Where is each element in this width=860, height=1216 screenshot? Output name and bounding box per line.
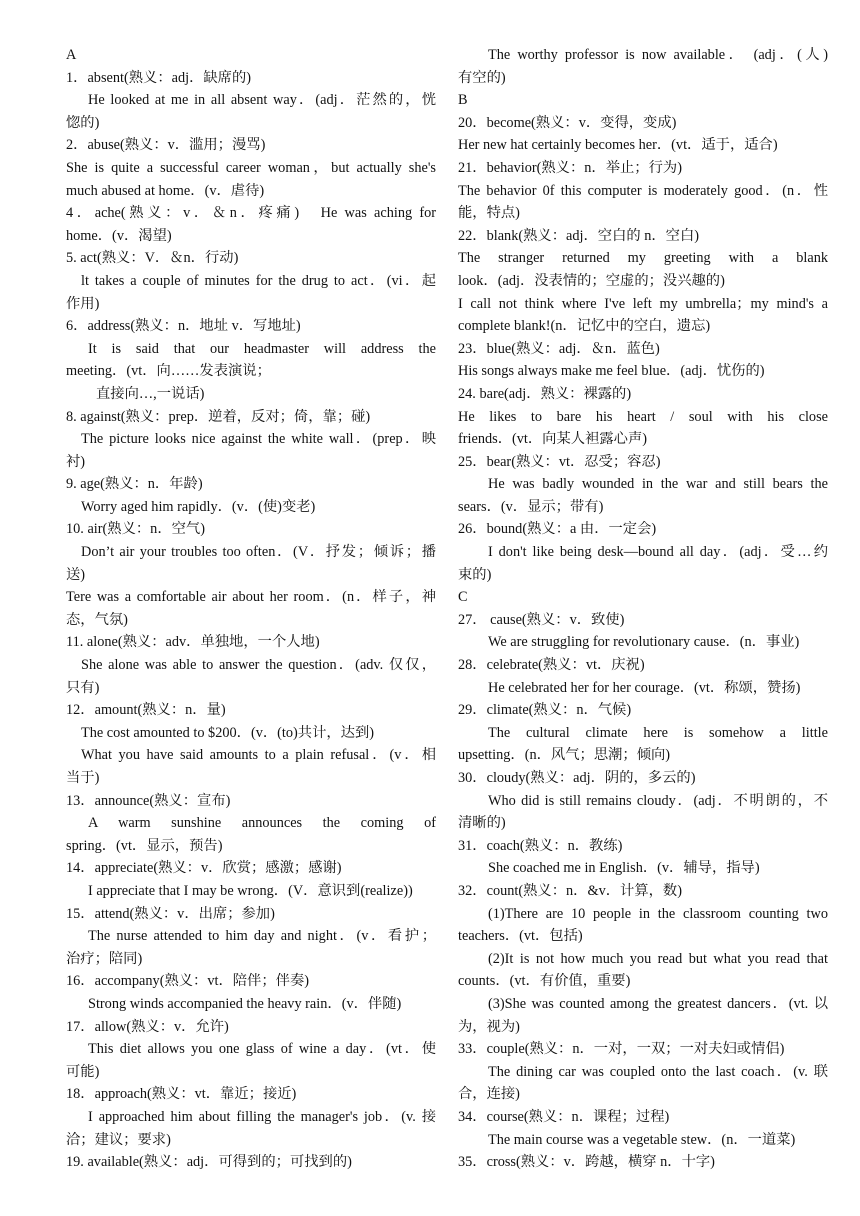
text-line: I approached him about filling the manager's job．(v. 接: [88, 1108, 436, 1125]
text-line: 洽；建议；要求): [66, 1131, 171, 1148]
text-line: 4．ache(熟义：v．＆n．疼痛) He was aching for: [66, 205, 436, 222]
text-line: 送): [66, 566, 86, 583]
text-line: His songs always make me feel blue．(adj．忧伤的): [458, 363, 765, 380]
text-line: 19. available(熟义：adj．可得到的；可找到的): [66, 1154, 352, 1171]
text-line: Worry aged him rapidly．(v．(使)变老): [81, 498, 316, 515]
text-line: 16．accompany(熟义：vt．陪伴；伴奏): [66, 973, 310, 990]
text-line: 清晰的): [458, 815, 506, 832]
text-line: 25．bear(熟义：vt．忍受；容忍): [458, 453, 661, 470]
text-line: 13．announce(熟义：宣布): [66, 792, 231, 809]
text-line: He likes to bare his heart / soul with his close: [458, 408, 828, 425]
text-line: 29．climate(熟义：n．气候): [458, 702, 632, 719]
text-line: counts．(vt．有价值，重要): [458, 973, 631, 990]
text-line: 治疗；陪同): [66, 950, 143, 967]
text-line: 合，连接): [458, 1086, 520, 1103]
text-line: teachers．(vt．包括): [458, 928, 583, 945]
text-line: sears．(v．显示；带有): [458, 498, 604, 515]
text-line: I call not think where I've left my umbrella；my mind's a: [458, 295, 828, 312]
text-line: 33．couple(熟义：n．一对，一双；一对夫妇或情侣): [458, 1041, 785, 1058]
text-line: I appreciate that I may be wrong．(V．意识到(realize)): [88, 882, 413, 899]
text-line: 23．blue(熟义：adj．＆n．蓝色): [458, 340, 660, 357]
text-line: complete blank!(n．记忆中的空白，遗忘): [458, 318, 711, 335]
right-column: [458, 44, 828, 1174]
text-line: 26．bound(熟义：a 由．一定会): [458, 521, 657, 538]
text-line: upsetting．(n．风气；思潮；倾向): [458, 747, 671, 764]
text-line: 衬): [66, 453, 86, 470]
text-line: 可能): [66, 1063, 100, 1080]
text-line: She is quite a successful career woman，but actually she's: [66, 159, 436, 176]
text-line: 21．behavior(熟义：n．举止；行为): [458, 159, 682, 176]
text-line: The cost amounted to $200．(v．(to)共计，达到): [81, 724, 375, 741]
text-line: A: [66, 47, 77, 63]
text-line: home．(v．渴望): [66, 227, 172, 244]
text-line: B: [458, 92, 468, 109]
text-line: 18．approach(熟义：vt．靠近；接近): [66, 1086, 297, 1103]
text-line: C: [458, 589, 468, 606]
text-line: much abused at home．(v．虐待): [66, 182, 265, 199]
text-line: 34．course(熟义：n．课程；过程): [458, 1108, 670, 1125]
text-line: 直接向…,一说话): [96, 385, 205, 402]
text-line: 束的): [458, 566, 492, 583]
text-line: The stranger returned my greeting with a blank: [458, 250, 828, 267]
text-line: I don't like being desk—bound all day．(adj．受…约: [488, 544, 828, 561]
text-line: 22．blank(熟义：adj．空白的 n．空白): [458, 227, 700, 244]
text-line: 2．abuse(熟义：v．滥用；漫骂): [66, 137, 266, 154]
text-line: 为，视为): [458, 1018, 520, 1035]
text-line: Who did is still remains cloudy．(adj．不明朗的，不: [488, 792, 828, 809]
text-line: 6．address(熟义：n．地址 v．写地址): [66, 318, 301, 335]
text-line: (1)There are 10 people in the classroom counting two: [488, 905, 828, 922]
text-line: meeting．(vt．向……发表演说；: [66, 363, 271, 380]
text-line: We are struggling for revolutionary cause．(n．事业): [488, 634, 800, 651]
text-line: He was badly wounded in the war and still bears the: [488, 476, 828, 493]
text-line: 5. act(熟义：V．＆n．行动): [66, 250, 239, 267]
text-line: lt takes a couple of minutes for the drug to act．(vi．起: [81, 272, 436, 289]
text-line: 30．cloudy(熟义：adj．阴的，多云的): [458, 770, 696, 786]
text-line: 能，特点): [458, 205, 520, 222]
text-line: 1．absent(熟义：adj．缺席的): [66, 69, 252, 86]
text-line: The dining car was coupled onto the last coach．(v. 联: [488, 1063, 828, 1080]
text-line: A warm sunshine announces the coming of: [88, 815, 436, 832]
text-line: Tere was a comfortable air about her room．(n．样子，神: [66, 589, 436, 606]
text-line: 28．celebrate(熟义：vt．庆祝): [458, 657, 645, 674]
text-line: spring．(vt．显示，预告): [66, 837, 223, 854]
text-line: 9. age(熟义：n．年龄): [66, 476, 203, 493]
text-line: 31．coach(熟义：n．教练): [458, 837, 623, 854]
text-line: (3)She was counted among the greatest dancers．(vt. 以: [488, 995, 828, 1012]
text-line: Strong winds accompanied the heavy rain．(v．伴随): [88, 995, 402, 1012]
text-line: friends．(vt．向某人袒露心声): [458, 431, 648, 448]
text-line: He looked at me in all absent way．(adj．茫然的，恍: [88, 92, 436, 109]
text-line: 只有): [66, 679, 100, 696]
text-line: 27． cause(熟义：v．致使): [458, 611, 625, 628]
text-line: She coached me in English．(v．辅导，指导): [488, 860, 760, 877]
text-line: The behavior 0f this computer is moderately good．(n．性: [458, 182, 828, 199]
text-line: 有空的): [458, 69, 506, 86]
text-line: 24. bare(adj．熟义：裸露的): [458, 385, 632, 402]
text-line: 当于): [66, 770, 100, 786]
text-line: The nurse attended to him day and night．(v．看护；: [88, 928, 436, 945]
text-line: The worthy professor is now available． (adj．(人): [488, 47, 828, 63]
text-line: She alone was able to answer the question．(adv. 仅仅，: [81, 657, 436, 674]
text-line: 15．attend(熟义：v．出席；参加): [66, 905, 275, 922]
text-line: 态，气氛): [66, 611, 128, 628]
text-line: Don’t air your troubles too often．(V．抒发；倾诉；播: [81, 544, 436, 561]
text-line: 作用): [66, 295, 100, 312]
text-line: The cultural climate here is somehow a little: [488, 724, 828, 741]
text-line: The main course was a vegetable stew．(n．一道菜): [488, 1131, 796, 1148]
text-line: 惚的): [66, 114, 100, 131]
text-line: 14．appreciate(熟义：v．欣赏；感激；感谢): [66, 860, 342, 877]
left-column: [66, 44, 436, 1174]
text-line: The picture looks nice against the white wall．(prep．映: [81, 431, 436, 448]
text-line: 35．cross(熟义：v．跨越，横穿 n．十字): [458, 1154, 715, 1171]
text-line: It is said that our headmaster will address the: [88, 340, 436, 357]
text-line: What you have said amounts to a plain refusal．(v．相: [81, 747, 436, 764]
text-line: Her new hat certainly becomes her．(vt．适于，适合): [458, 137, 778, 154]
text-line: He celebrated her for her courage．(vt．称颂，赞扬): [488, 679, 801, 696]
text-line: 10. air(熟义：n．空气): [66, 521, 205, 538]
text-line: 20．become(熟义：v．变得，变成): [458, 114, 677, 131]
text-line: This diet allows you one glass of wine a day．(vt．使: [88, 1041, 436, 1058]
text-line: look．(adj．没表情的；空虚的；没兴趣的): [458, 272, 725, 289]
text-line: 12．amount(熟义：n．量): [66, 702, 226, 719]
text-line: 17．allow(熟义：v．允许): [66, 1018, 229, 1035]
text-line: 8. against(熟义：prep．逆着，反对；倚，靠；碰): [66, 408, 371, 425]
text-line: (2)It is not how much you read but what you read that: [488, 950, 828, 967]
text-line: 11. alone(熟义：adv．单独地，一个人地): [66, 634, 320, 651]
text-line: 32．count(熟义：n．&v．计算，数): [458, 882, 682, 899]
